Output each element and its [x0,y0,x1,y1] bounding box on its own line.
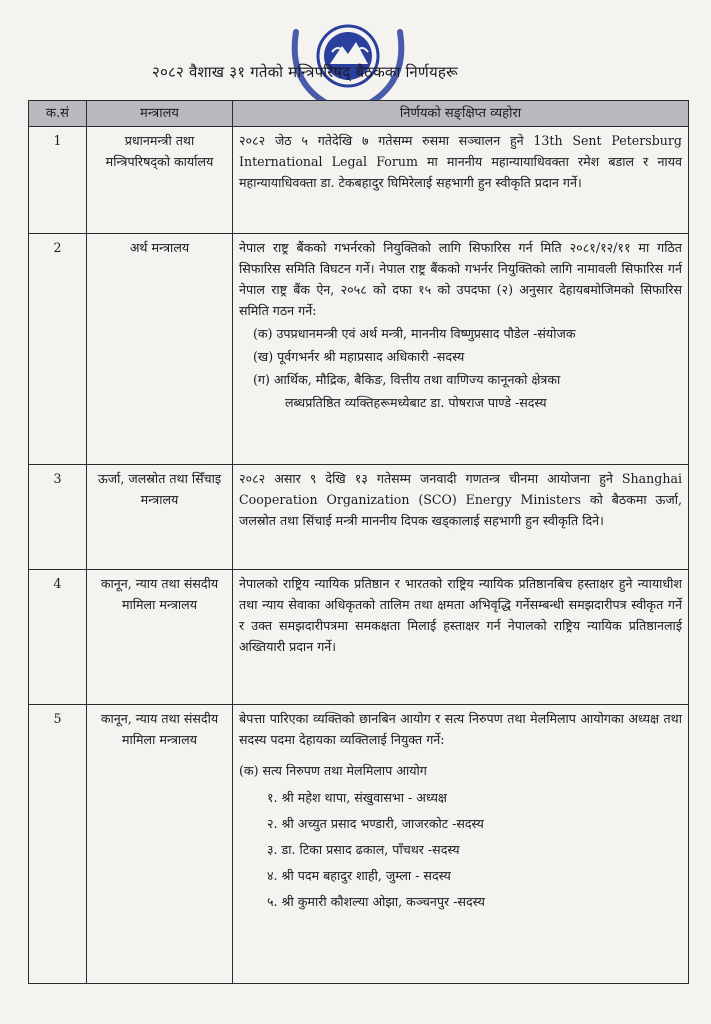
row-ministry: कानून, न्याय तथा संसदीय मामिला मन्त्रालय [87,570,233,705]
commission-member-list [239,785,682,915]
row-number: 5 [29,705,87,984]
commission-title: (क) सत्य निरुपण तथा मेलमिलाप आयोग [239,763,427,778]
list-item: ४. श्री पदम बहादुर शाही, जुम्ला - सदस्य [267,868,451,883]
table-row [29,705,689,984]
committee-member-item: (ख) पूर्वगभर्नर श्री महाप्रसाद अधिकारी -सदस्य [253,349,465,364]
row-number: 1 [29,127,87,234]
list-item: ३. डा. टिका प्रसाद ढकाल, पाँचथर -सदस्य [267,842,460,857]
row-detail: नेपाल राष्ट्र बैंकको गभर्नरको नियुक्तिको लागि सिफारिस गर्न मिति २०८१/१२/११ मा गठित सिफारिस समिति विघटन गर्ने। नेपाल राष्ट्र बैंकको गभर्नर नियुक्तिको लागि नामावली सिफारिस गर्न नेपाल राष्ट्र बैंक ऐन, २०५८ को दफा १५ को उपदफा (२) अनुसार देहायबमोजिमको सिफारिस समिति गठन गर्ने: [239,240,682,318]
table-row [29,465,689,570]
column-header-number: क.सं [29,101,87,127]
row-detail-container [233,234,689,465]
page-title: २०८२ वैशाख ३१ गतेको मन्त्रिपरिषद् बैठकका निर्णयहरू [152,63,458,81]
list-item: २. श्री अच्युत प्रसाद भण्डारी, जाजरकोट -सदस्य [267,816,484,831]
column-header-ministry: मन्त्रालय [87,101,233,127]
row-ministry: कानून, न्याय तथा संसदीय मामिला मन्त्रालय [87,705,233,984]
committee-member-continuation: लब्धप्रतिष्ठित व्यक्तिहरूमध्येबाट डा. पोषराज पाण्डे -सदस्य [285,395,547,410]
table-row [29,234,689,465]
row-number: 3 [29,465,87,570]
row-ministry: प्रधानमन्त्री तथा मन्त्रिपरिषद्को कार्यालय [87,127,233,234]
column-header-detail: निर्णयको सङ्क्षिप्त व्यहोरा [233,101,689,127]
decisions-table [28,100,689,984]
row-ministry: अर्थ मन्त्रालय [87,234,233,465]
row-number: 2 [29,234,87,465]
row-detail: नेपालको राष्ट्रिय न्यायिक प्रतिष्ठान र भारतको राष्ट्रिय न्यायिक प्रतिष्ठानबिच हस्ताक्षर हुने न्यायाधीश तथा न्याय सेवाका अधिकृतको तालिम तथा क्षमता अभिवृद्धि गर्नेसम्बन्धी समझदारीपत्र स्वीकृत गर्ने र उक्त समझदारीपत्रमा समकक्षता मिलाई हस्ताक्षर गर्न नेपालको राष्ट्रिय न्यायिक प्रतिष्ठानलाई अख्तियारी प्रदान गर्ने। [233,570,689,705]
table-row [29,127,689,234]
committee-member-item: (ग) आर्थिक, मौद्रिक, बैकिङ, वित्तीय तथा वाणिज्य कानूनको क्षेत्रका [253,372,561,387]
list-item: ५. श्री कुमारी कौशल्या ओझा, कञ्चनपुर -सदस्य [267,894,485,909]
table-row [29,570,689,705]
table-header-row [29,101,689,127]
row-detail-container [233,705,689,984]
row-number: 4 [29,570,87,705]
row-detail: २०८२ असार ९ देखि १३ गतेसम्म जनवादी गणतन्त्र चीनमा आयोजना हुने Shanghai Cooperation Organization (SCO) Energy Ministers को बैठकमा ऊर्जा, जलस्रोत तथा सिंचाई मन्त्री माननीय दिपक खड्कालाई सहभागी हुन स्वीकृति दिने। [233,465,689,570]
row-detail: २०८२ जेठ ५ गतेदेखि ७ गतेसम्म रुसमा सञ्चालन हुने 13th Sent Petersburg International Legal Forum मा माननीय महान्यायाधिवक्ता रमेश बडाल र नायव महान्यायाधिवक्ता डा. टेकबहादुर घिमिरेलाई सहभागी हुन स्वीकृति प्रदान गर्ने। [233,127,689,234]
committee-member-item: (क) उपप्रधानमन्त्री एवं अर्थ मन्त्री, माननीय विष्णुप्रसाद पौडेल -संयोजक [253,326,576,341]
list-item: १. श्री महेश थापा, संखुवासभा - अध्यक्ष [267,790,447,805]
row-ministry: ऊर्जा, जलस्रोत तथा सिँचाइ मन्त्रालय [87,465,233,570]
row-detail: बेपत्ता पारिएका व्यक्तिको छानबिन आयोग र सत्य निरुपण तथा मेलमिलाप आयोगका अध्यक्ष तथा सदस्य पदमा देहायका व्यक्तिलाई नियुक्त गर्ने: [239,711,682,747]
